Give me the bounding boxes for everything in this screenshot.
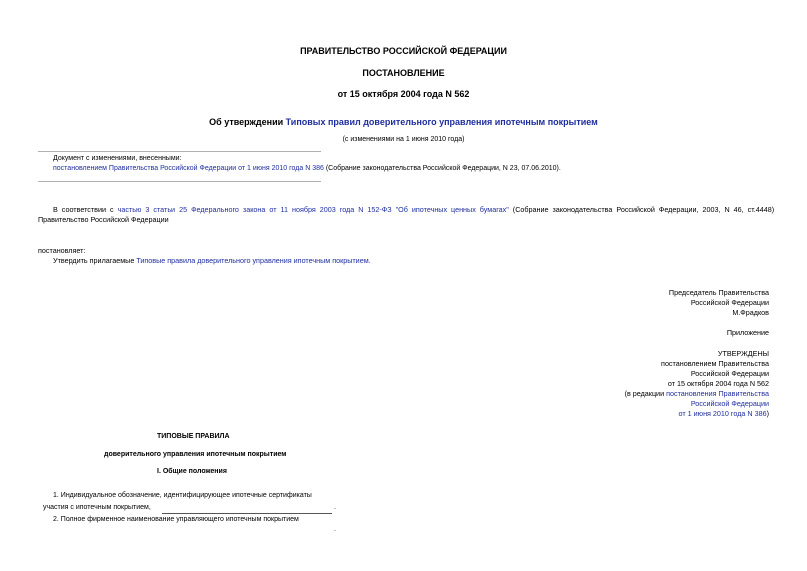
- amendment-link[interactable]: постановлением Правительства Российской Федерации от 1 июня 2010 года N 386: [53, 165, 324, 172]
- signature-line-2: Российской Федерации: [690, 298, 769, 307]
- divider-bottom: [38, 181, 321, 182]
- doc-type-heading: ПОСТАНОВЛЕНИЕ: [362, 68, 445, 78]
- preamble-line-2: Правительство Российской Федерации: [38, 215, 169, 224]
- rule-item-2-end: .: [334, 526, 336, 533]
- divider-top: [38, 151, 321, 152]
- government-heading: ПРАВИТЕЛЬСТВО РОССИЙСКОЙ ФЕДЕРАЦИИ: [300, 46, 507, 56]
- rule-item-2-line-1: 2. Полное фирменное наименование управляющего ипотечным покрытием: [53, 516, 299, 523]
- amendments-line: [53, 165, 561, 172]
- preamble-text-2: (Собрание законодательства Российской Федерации, 2003, N 46, ст.4448): [508, 205, 775, 214]
- edition-line-1: [625, 389, 769, 398]
- appendix-label: Приложение: [726, 328, 769, 337]
- date-heading: от 15 октября 2004 года N 562: [337, 89, 470, 99]
- preamble-text-1: В соответствии с: [53, 205, 118, 214]
- changes-note: (с изменениями на 1 июня 2010 года): [342, 136, 465, 143]
- title-prefix: Об утверждении: [209, 117, 286, 127]
- preamble-line-1: [53, 205, 775, 214]
- signature-line-3: М.Фрадков: [732, 308, 769, 317]
- section-heading: I. Общие положения: [157, 468, 227, 475]
- resolves-text: постановляет:: [38, 246, 86, 255]
- title-link[interactable]: Типовых правил доверительного управления ипотечным покрытием: [285, 117, 598, 127]
- rules-title: ТИПОВЫЕ ПРАВИЛА: [157, 433, 230, 440]
- blank-field-1: [162, 513, 332, 514]
- rules-subtitle: доверительного управления ипотечным покрытием: [104, 451, 287, 458]
- edition-link-1[interactable]: постановления Правительства: [666, 389, 769, 398]
- edition-prefix: (в редакции: [624, 389, 667, 398]
- amendment-source: (Собрание законодательства Российской Федерации, N 23, 07.06.2010).: [323, 165, 561, 172]
- rules-link[interactable]: Типовые правила доверительного управления ипотечным покрытием.: [136, 256, 371, 265]
- document-title: [0, 117, 807, 127]
- rule-item-1-end: .: [334, 504, 336, 511]
- law-link[interactable]: частью 3 статьи 25 Федерального закона от 11 ноября 2003 года N 152-ФЗ "Об ипотечных ценных бумагах": [117, 205, 509, 214]
- edition-suffix: ): [766, 409, 769, 418]
- amendments-label: Документ с изменениями, внесенными:: [53, 155, 182, 162]
- approved-heading: УТВЕРЖДЕНЫ: [717, 349, 769, 358]
- rule-item-1-line-1: 1. Индивидуальное обозначение, идентифицирующее ипотечные сертификаты: [53, 492, 312, 499]
- signature-line-1: Председатель Правительства: [668, 288, 769, 297]
- edition-link-2[interactable]: Российской Федерации: [690, 399, 769, 408]
- edition-line-3: [679, 409, 769, 418]
- edition-link-3[interactable]: от 1 июня 2010 года N 386: [678, 409, 767, 418]
- edition-line-2: [691, 399, 769, 408]
- approved-line-2: Российской Федерации: [690, 369, 769, 378]
- approved-line-3: от 15 октября 2004 года N 562: [667, 379, 769, 388]
- approve-text: Утвердить прилагаемые: [53, 256, 137, 265]
- approved-line-1: постановлением Правительства: [661, 359, 769, 368]
- rule-item-1-line-2: участия с ипотечным покрытием,: [43, 504, 151, 511]
- approve-line: [53, 256, 371, 265]
